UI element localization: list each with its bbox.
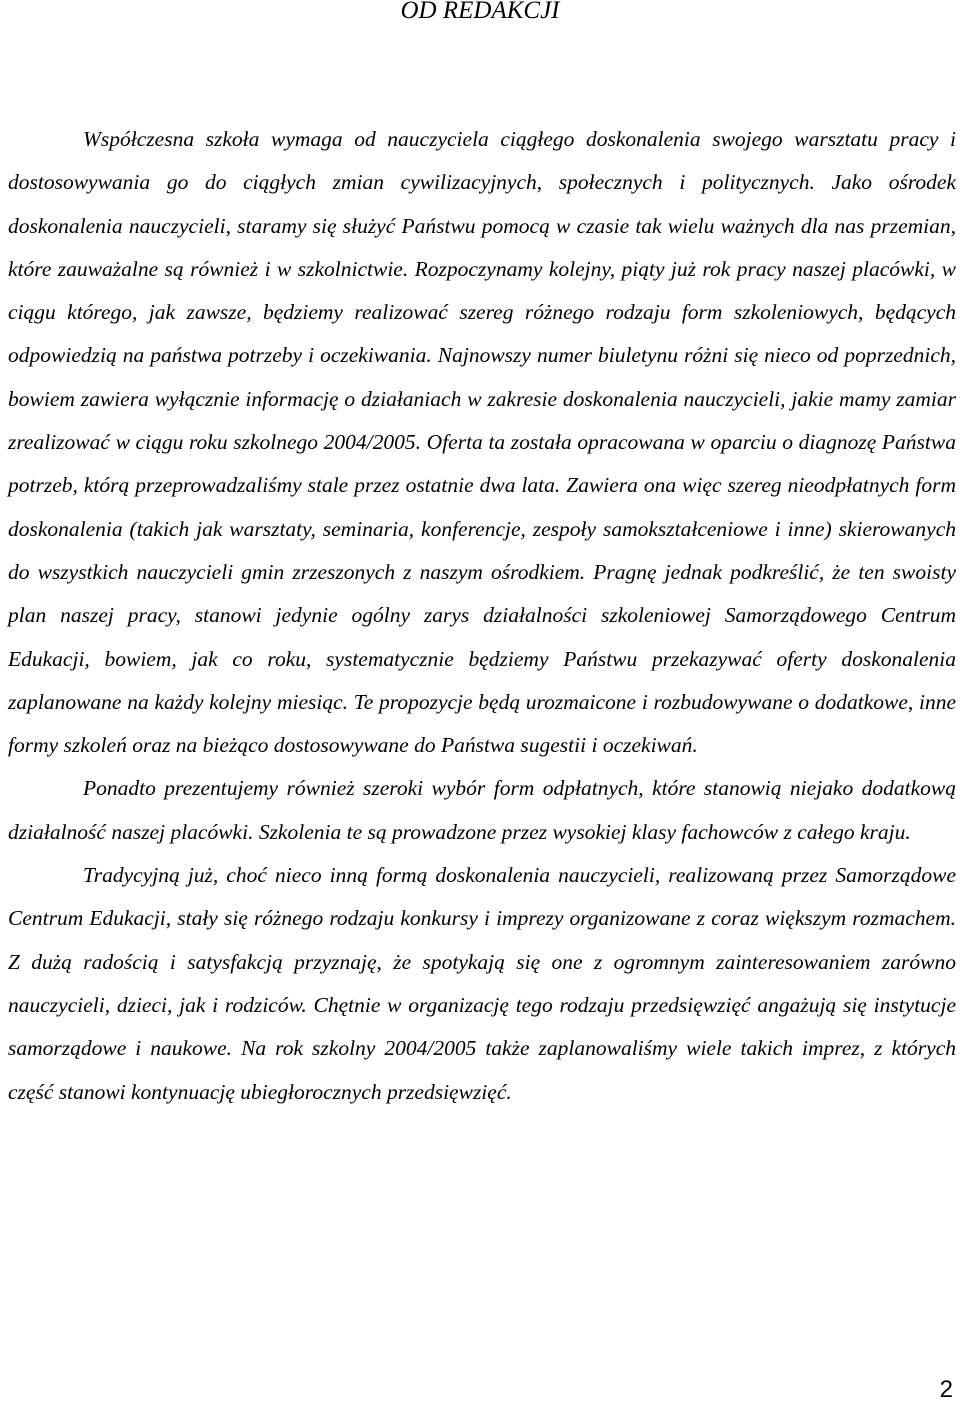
page-heading: OD REDAKCJI [400,0,560,24]
paragraph-intro: Współczesna szkoła wymaga od nauczyciela ciągłego doskonalenia swojego warsztatu pracy i dostosowywania go do ciągłych zmian cywilizacyjnych, społecznych i politycznych. Jako ośrodek doskonalenia nauczycieli, staramy się służyć Państwu pomocą w czasie tak wielu ważnych dla nas przemian, które zauważalne są również i w szkolnictwie. Rozpoczynamy kolejny, piąty już rok pracy naszej placówki, w ciągu którego, jak zawsze, będziemy realizować szereg różnego rodzaju form szkoleniowych, będących odpowiedzią na państwa potrzeby i oczekiwania. Najnowszy numer biuletynu różni się nieco od poprzednich, bowiem zawiera wyłącznie informację o działaniach w zakresie doskonalenia nauczycieli, jakie mamy zamiar zrealizować w ciągu roku szkolnego 2004/2005. Oferta ta została opracowana w oparciu o diagnozę Państwa potrzeb, którą przeprowadzaliśmy stale przez ostatnie dwa lata. Zawiera ona więc szereg nieodpłatnych form doskonalenia (takich jak warsztaty, seminaria, konferencje, zespoły samokształceniowe i inne) skierowanych do wszystkich nauczycieli gmin zrzeszonych z naszym ośrodkiem. Pragnę jednak podkreślić, że ten swoisty plan naszej pracy, stanowi jedynie ogólny zarys działalności szkoleniowej Samorządowego Centrum Edukacji, bowiem, jak co roku, systematycznie będziemy Państwu przekazywać oferty doskonalenia zaplanowane na każdy kolejny miesiąc. Te propozycje będą urozmaicone i rozbudowywane o dodatkowe, inne formy szkoleń oraz na bieżąco dostosowywane do Państwa sugestii i oczekiwań. [8,127,956,758]
paragraph-events: Tradycyjną już, choć nieco inną formą doskonalenia nauczycieli, realizowaną przez Samorządowe Centrum Edukacji, stały się różnego rodzaju konkursy i imprezy organizowane z coraz większym rozmachem. Z dużą radością i satysfakcją przyznaję, że spotykają się one z ogromnym zainteresowaniem zarówno nauczycieli, dzieci, jak i rodziców. Chętnie w organizację tego rodzaju przedsięwzięć angażują się instytucje samorządowe i naukowe. Na rok szkolny 2004/2005 także zaplanowaliśmy wiele takich imprez, z których część stanowi kontynuację ubiegłorocznych przedsięwzięć. [8,863,956,1104]
paragraph-paid-forms: Ponadto prezentujemy również szeroki wybór form odpłatnych, które stanowią niejako dodatkową działalność naszej placówki. Szkolenia te są prowadzone przez wysokiej klasy fachowców z całego kraju. [8,776,956,844]
page-number: 2 [939,1376,953,1403]
editorial-body [8,118,956,1114]
